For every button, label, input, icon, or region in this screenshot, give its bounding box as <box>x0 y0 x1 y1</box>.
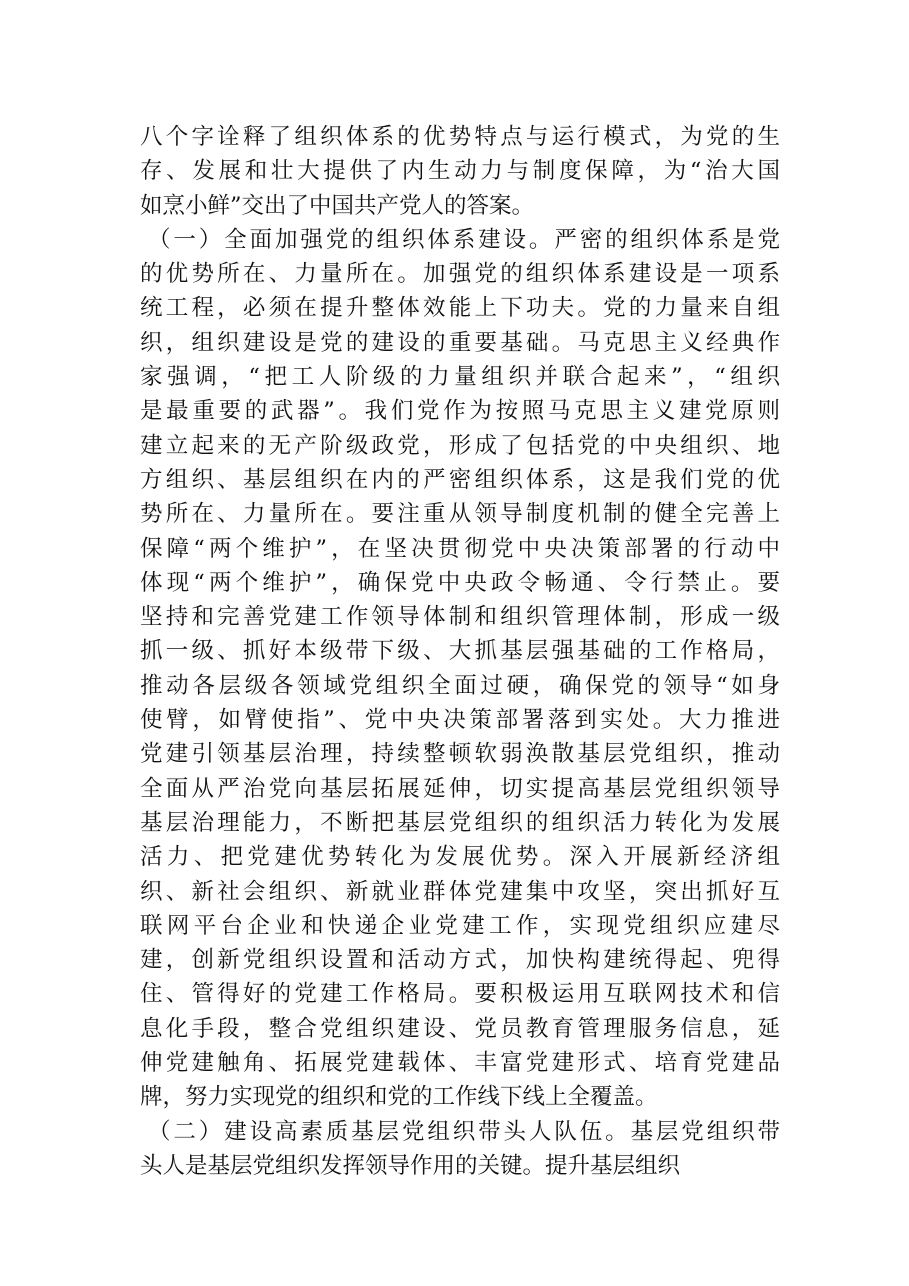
text-line: 织、新社会组织、新就业群体党建集中攻坚，突出抓好互 <box>140 878 780 905</box>
text-line: 基层治理能力，不断把基层党组织的组织活力转化为发展 <box>140 809 780 836</box>
text-line: 体现“两个维护”，确保党中央政令畅通、令行禁止。要 <box>140 569 780 596</box>
text-line: 头人是基层党组织发挥领导作用的关键。提升基层组织 <box>140 1152 681 1179</box>
text-line: 住、管得好的党建工作格局。要积极运用互联网技术和信 <box>140 981 780 1008</box>
text-line: 全面从严治党向基层拓展延伸，切实提高基层党组织领导 <box>140 775 780 802</box>
paragraph-section-2 <box>140 1115 780 1184</box>
text-line: 存、发展和壮大提供了内生动力与制度保障，为“治大国 <box>140 158 780 185</box>
section-heading-line: （一）全面加强党的组织体系建设。严密的组织体系是党 <box>148 226 780 253</box>
text-line: 的优势所在、力量所在。加强党的组织体系建设是一项系 <box>140 261 780 288</box>
document-body <box>140 120 780 1183</box>
text-line: 八个字诠释了组织体系的优势特点与运行模式，为党的生 <box>140 124 780 150</box>
text-line: 坚持和完善党建工作领导体制和组织管理体制，形成一级 <box>140 604 780 631</box>
text-line: 息化手段，整合党组织建设、党员教育管理服务信息，延 <box>140 1015 780 1042</box>
text-line: 统工程，必须在提升整体效能上下功夫。党的力量来自组 <box>140 295 780 322</box>
paragraph-intro <box>140 120 780 223</box>
text-line: 保障“两个维护”，在坚决贯彻党中央决策部署的行动中 <box>140 535 780 562</box>
text-line: 联网平台企业和快递企业党建工作，实现党组织应建尽 <box>140 912 780 939</box>
text-line: 织，组织建设是党的建设的重要基础。马克思主义经典作 <box>140 329 780 356</box>
text-line: 抓一级、抓好本级带下级、大抓基层强基础的工作格局， <box>140 638 780 665</box>
text-line: 如烹小鲜”交出了中国共产党人的答案。 <box>140 192 535 219</box>
text-line: 伸党建触角、拓展党建载体、丰富党建形式、培育党建品 <box>140 1050 780 1077</box>
text-line: 使臂，如臂使指”、党中央决策部署落到实处。大力推进 <box>140 707 780 734</box>
text-line: 活力、把党建优势转化为发展优势。深入开展新经济组 <box>140 844 780 871</box>
text-line: 党建引领基层治理，持续整顿软弱涣散基层党组织，推动 <box>140 741 780 768</box>
section-heading-line: （二）建设高素质基层党组织带头人队伍。基层党组织带 <box>148 1118 780 1145</box>
text-line: 方组织、基层组织在内的严密组织体系，这是我们党的优 <box>140 466 780 493</box>
paragraph-section-1 <box>140 223 780 1115</box>
text-line: 是最重要的武器”。我们党作为按照马克思主义建党原则 <box>140 398 780 425</box>
text-line: 牌，努力实现党的组织和党的工作线下线上全覆盖。 <box>140 1084 658 1111</box>
text-line: 建，创新党组织设置和活动方式，加快构建统得起、兜得 <box>140 947 780 974</box>
text-line: 势所在、力量所在。要注重从领导制度机制的健全完善上 <box>140 501 780 528</box>
text-line: 家强调，“把工人阶级的力量组织并联合起来”，“组织 <box>140 364 780 391</box>
text-line: 建立起来的无产阶级政党，形成了包括党的中央组织、地 <box>140 432 780 459</box>
text-line: 推动各层级各领域党组织全面过硬，确保党的领导“如身 <box>140 672 780 699</box>
